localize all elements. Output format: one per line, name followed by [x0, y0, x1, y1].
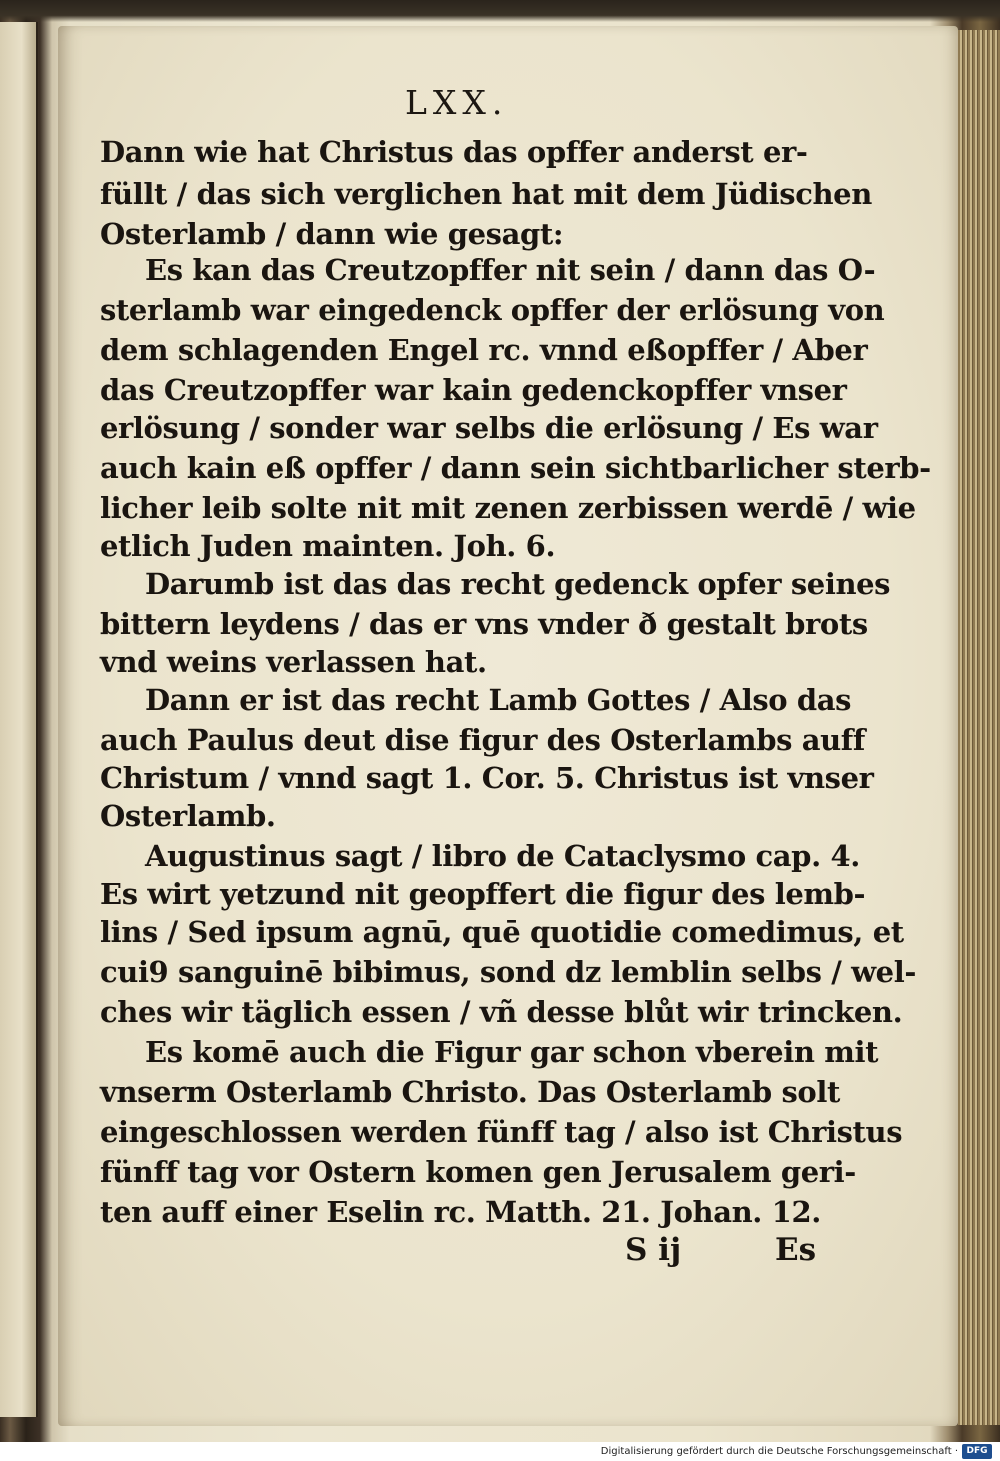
text-line: erlösung / sonder war selbs die erlösung / Es war [100, 411, 878, 445]
catchword: Es [775, 1232, 817, 1268]
folio-number: LXX. [405, 83, 509, 122]
text-line: Osterlamb / dann wie gesagt: [100, 217, 564, 251]
text-line: Augustinus sagt / libro de Cataclysmo cap. 4. [145, 839, 860, 873]
text-line: vnserm Osterlamb Christo. Das Osterlamb solt [100, 1075, 840, 1109]
text-line: füllt / das sich verglichen hat mit dem Jüdischen [100, 177, 872, 211]
facing-page-edge [0, 22, 38, 1417]
text-line: Es kan das Creutzopffer nit sein / dann das O- [145, 253, 876, 287]
text-line: Es wirt yetzund nit geopffert die figur des lemb- [100, 877, 866, 911]
text-line: vnd weins verlassen hat. [100, 645, 487, 679]
text-line: fünff tag vor Ostern komen gen Jerusalem geri- [100, 1155, 856, 1189]
text-line: cui9 sanguinē bibimus, sond dz lemblin selbs / wel- [100, 955, 916, 989]
text-line: auch Paulus deut dise figur des Osterlambs auff [100, 723, 865, 757]
text-line: auch kain eß opffer / dann sein sichtbarlicher sterb- [100, 451, 931, 485]
text-line: lins / Sed ipsum agnū, quē quotidie comedimus, et [100, 915, 904, 949]
footer-bar [0, 1442, 1000, 1461]
text-line: bittern leydens / das er vns vnder ð gestalt brots [100, 607, 868, 641]
text-line: dem schlagenden Engel rc. vnnd eßopffer / Aber [100, 333, 868, 367]
text-line: licher leib solte nit mit zenen zerbissen werdē / wie [100, 491, 916, 525]
text-line: ten auff einer Eselin rc. Matth. 21. Johan. 12. [100, 1195, 821, 1229]
text-line: Es komē auch die Figur gar schon vberein mit [145, 1035, 879, 1069]
text-line: ches wir täglich essen / vñ desse blůt wir trincken. [100, 995, 903, 1029]
text-line: sterlamb war eingedenck opffer der erlösung von [100, 293, 885, 327]
text-line: Christum / vnnd sagt 1. Cor. 5. Christus ist vnser [100, 761, 874, 795]
text-line: Dann er ist das recht Lamb Gottes / Also das [145, 683, 852, 717]
dfg-logo[interactable]: DFG [962, 1444, 992, 1459]
text-line: das Creutzopffer war kain gedenckopffer vnser [100, 373, 847, 407]
text-line: etlich Juden mainten. Joh. 6. [100, 529, 556, 563]
text-line: Dann wie hat Christus das opffer anderst er- [100, 135, 808, 169]
funding-credit: Digitalisierung gefördert durch die Deutsche Forschungsgemeinschaft · [600, 1446, 958, 1457]
text-line: Darumb ist das das recht gedenck opfer seines [145, 567, 891, 601]
signature-mark: S ij [625, 1232, 682, 1268]
page-stack-edge [958, 30, 1000, 1425]
text-line: Osterlamb. [100, 799, 276, 833]
text-line: eingeschlossen werden fünff tag / also ist Christus [100, 1115, 903, 1149]
book-top-shadow [0, 0, 1000, 22]
